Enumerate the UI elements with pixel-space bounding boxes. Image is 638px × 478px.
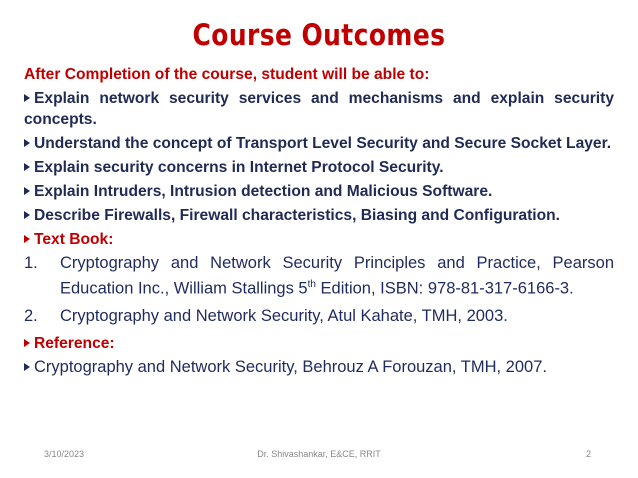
arrow-bullet-icon (24, 94, 30, 102)
arrow-bullet-icon (24, 339, 30, 347)
footer-date: 3/10/2023 (44, 449, 85, 459)
slide-title: Course Outcomes (192, 18, 446, 52)
item-number: 2. (24, 306, 38, 325)
arrow-bullet-icon (24, 211, 30, 219)
reference-item: Cryptography and Network Security, Behrouz A Forouzan, TMH, 2007. (24, 357, 614, 378)
textbook-item (24, 306, 614, 327)
intro-text: After Completion of the course, student will be able to: (24, 66, 430, 83)
textbook-item (24, 253, 614, 300)
outcome-item: Explain Intruders, Intrusion detection and Malicious Software. (24, 181, 614, 202)
textbook-text: Cryptography and Network Security, Atul Kahate, TMH, 2003. (60, 306, 508, 325)
outcome-item: Explain network security services and mechanisms and explain security concepts. (24, 90, 614, 128)
textbook-heading: Text Book: (24, 229, 614, 250)
slide-content (24, 64, 614, 384)
outcome-item: Understand the concept of Transport Level Security and Secure Socket Layer. (24, 133, 614, 154)
footer-page-number: 2 (586, 449, 592, 459)
outcome-item: Describe Firewalls, Firewall characteristics, Biasing and Configuration. (24, 205, 614, 226)
reference-heading: Reference: (24, 333, 614, 354)
arrow-bullet-icon (24, 235, 30, 243)
arrow-bullet-icon (24, 363, 30, 371)
item-number: 1. (24, 254, 38, 272)
footer-author: Dr. Shivashankar, E&CE, RRIT (257, 449, 381, 459)
arrow-bullet-icon (24, 163, 30, 171)
textbook-text: Cryptography and Network Security Principles and Practice, Pearson Education Inc., William Stallings 5th Edition, ISBN: 978-81-317-6166-3. (60, 254, 614, 298)
arrow-bullet-icon (24, 139, 30, 147)
outcome-item: Explain security concerns in Internet Protocol Security. (24, 157, 614, 178)
arrow-bullet-icon (24, 187, 30, 195)
